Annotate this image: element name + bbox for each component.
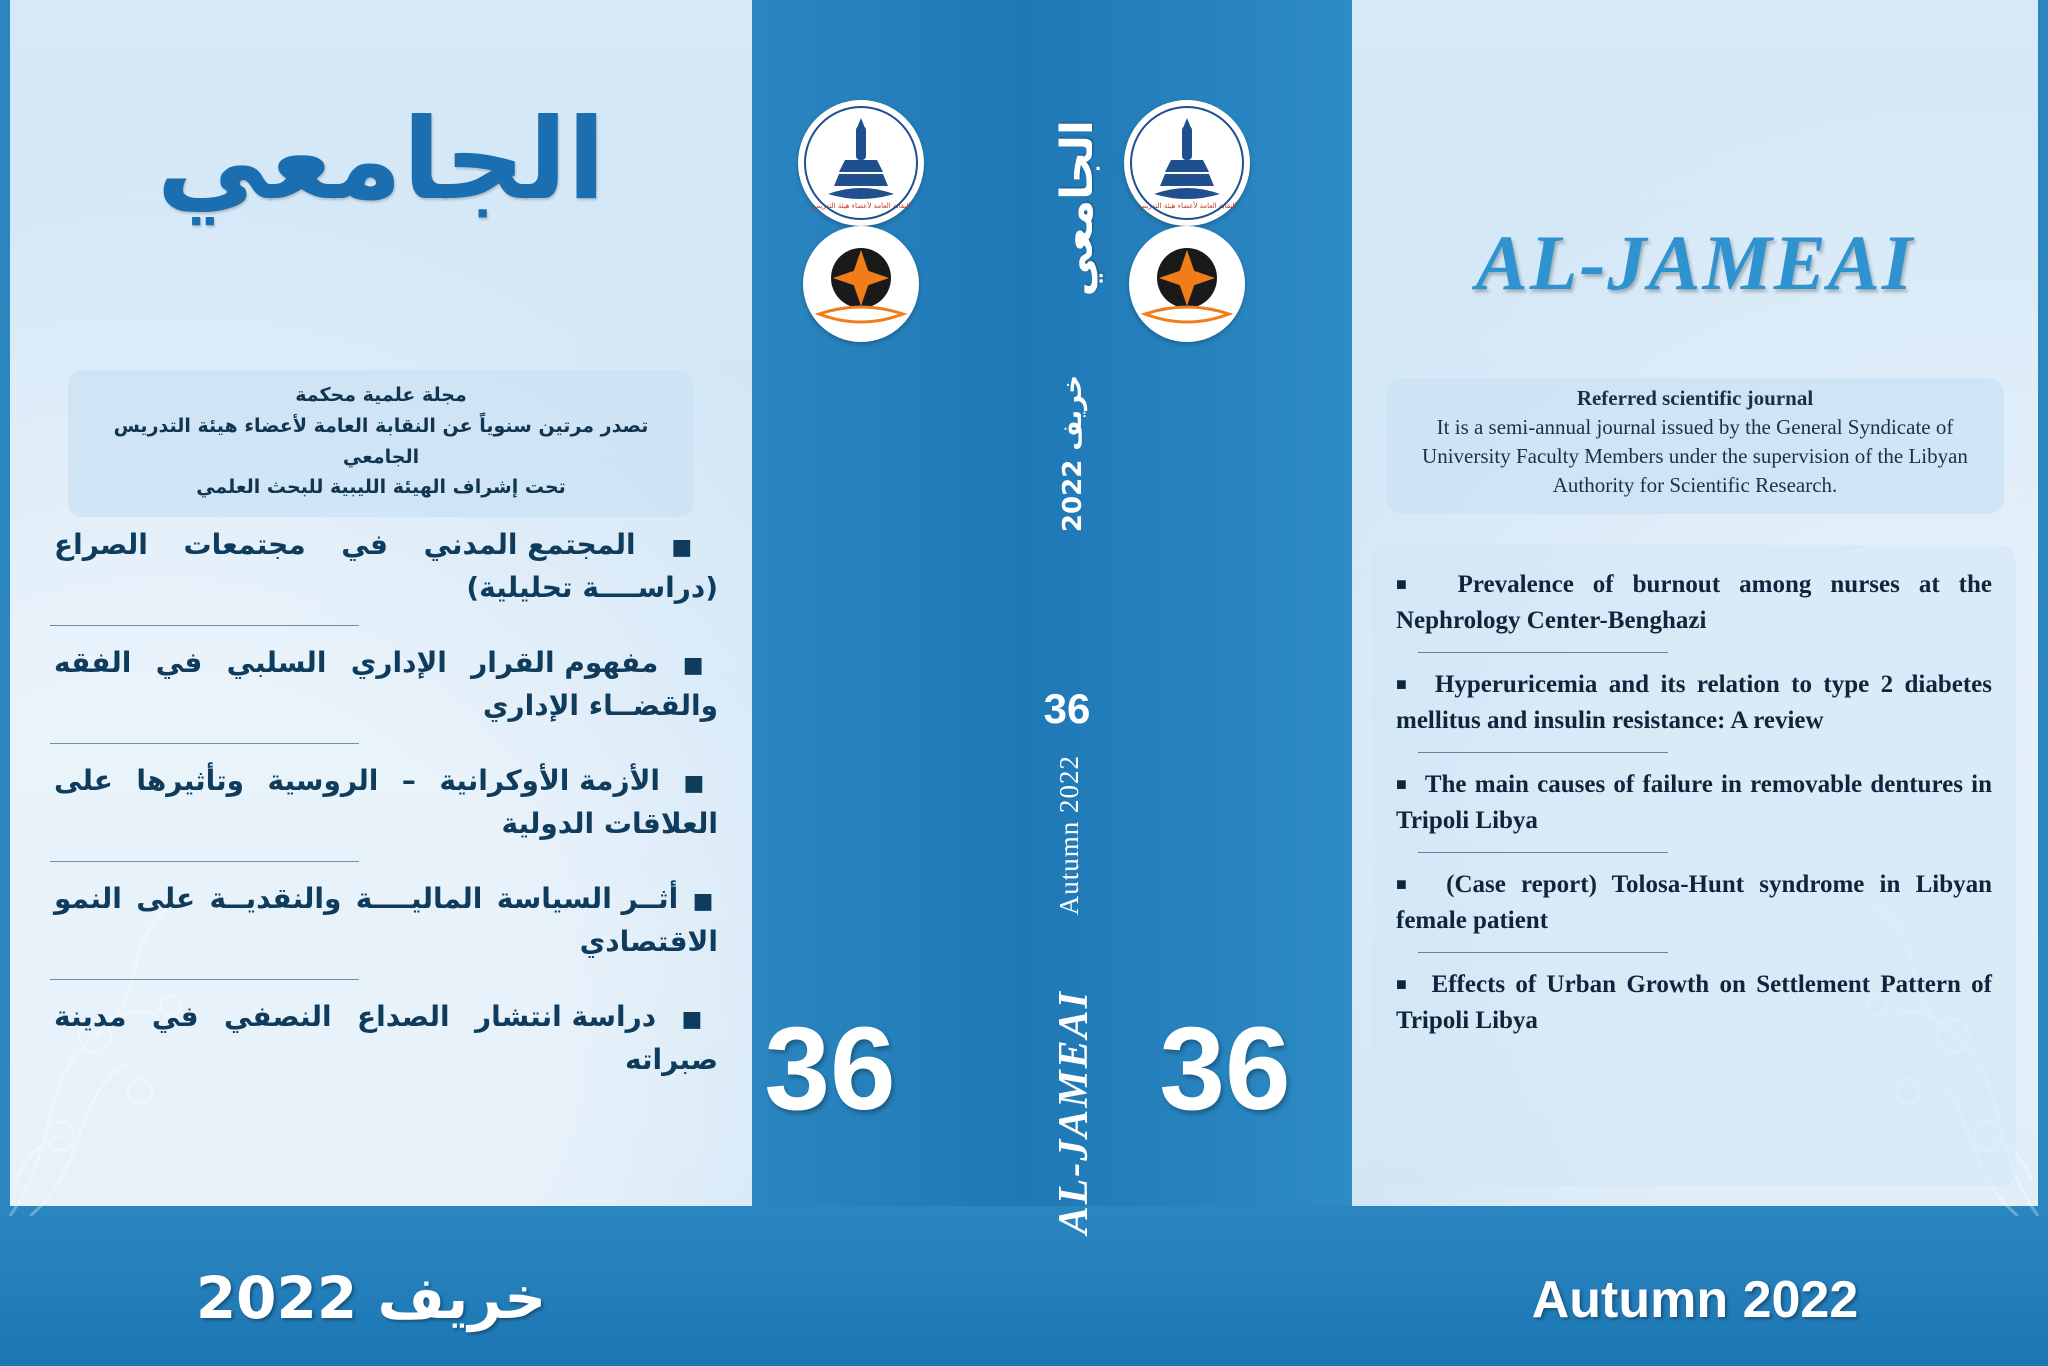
arabic-subtitle-line-3: تحت إشراف الهيئة الليبية للبحث العلمي (196, 476, 566, 499)
arabic-article-title: الأزمة الأوكرانية – الروسية وتأثيرها على العلاقات الدولية (54, 764, 718, 840)
spine (752, 0, 1352, 1366)
bullet-icon: ■ (1396, 974, 1411, 994)
english-article-title: (Case report) Tolosa-Hunt syndrome in Libyan female patient (1396, 871, 1993, 934)
divider (50, 861, 359, 862)
divider (1418, 652, 1668, 653)
spine-arabic-season: خريف 2022 (1058, 375, 1088, 533)
list-item (1396, 767, 1992, 838)
front-cover (1352, 0, 2038, 1216)
bullet-icon: ■ (1396, 574, 1420, 594)
svg-text:النقابة العامة لأعضاء هيئة الت: النقابة العامة لأعضاء هيئة التدريس (1137, 202, 1237, 210)
svg-text:النقابة العامة لأعضاء هيئة الت: النقابة العامة لأعضاء هيئة التدريس (811, 202, 911, 210)
arabic-subtitle-line-1: مجلة علمية محكمة (295, 384, 467, 406)
bullet-icon: ■ (1396, 674, 1413, 694)
authority-glyph-icon (803, 226, 919, 342)
left-edge-band (0, 0, 10, 1366)
bullet-icon: ■ (692, 889, 718, 915)
arabic-article-list (50, 520, 722, 1087)
back-cover-issue-number: 36 (764, 1003, 896, 1135)
arabic-article-title: دراسة انتشار الصداع النصفي في مدينة صبراته (54, 1000, 718, 1076)
research-authority-emblem-icon (803, 226, 919, 342)
bullet-icon: ■ (681, 1007, 718, 1033)
list-item (50, 874, 722, 969)
front-cover-issue-number: 36 (1159, 1003, 1291, 1135)
divider (50, 979, 359, 980)
bullet-icon: ■ (683, 771, 718, 797)
bullet-icon: ■ (671, 535, 718, 560)
list-item (1396, 867, 1992, 938)
list-item (1396, 967, 1992, 1038)
list-item (1396, 567, 1992, 638)
right-edge-band (2038, 0, 2048, 1366)
list-item (50, 992, 722, 1087)
english-season-label: Autumn 2022 (1531, 1271, 1859, 1329)
syndicate-tower-emblem-icon (798, 100, 924, 226)
arabic-subtitle-box (68, 370, 694, 517)
bullet-icon: ■ (1396, 874, 1416, 894)
english-article-title: Prevalence of burnout among nurses at the Nephrology Center-Benghazi (1396, 571, 1993, 634)
english-article-title: The main causes of failure in removable dentures in Tripoli Libya (1396, 771, 1992, 834)
divider (1418, 752, 1668, 753)
english-journal-title: AL-JAMEAI (1475, 219, 1915, 306)
arabic-article-title: أثــر السياسة الماليــــة والنقديــة على النمو الاقتصادي (54, 882, 718, 958)
list-item (50, 756, 722, 851)
english-article-list (1372, 545, 2016, 1186)
english-article-title: Hyperuricemia and its relation to type 2 diabetes mellitus and insulin resistance: A review (1396, 671, 1993, 734)
bullet-icon: ■ (1396, 774, 1409, 794)
list-item (50, 520, 722, 615)
bullet-icon: ■ (682, 653, 719, 679)
authority-glyph-icon (1129, 226, 1245, 342)
english-subtitle-box (1386, 378, 2004, 514)
list-item (50, 638, 722, 733)
list-item (1396, 667, 1992, 738)
referred-journal-heading: Referred scientific journal (1576, 386, 1814, 410)
arabic-subtitle-line-2: تصدر مرتين سنوياً عن النقابة العامة لأعضاء هيئة التدريس الجامعي (113, 414, 649, 468)
referred-journal-body: It is a semi-annual journal issued by the General Syndicate of University Faculty Members under the supervision of the Libyan Authority for Scientific Research. (1422, 415, 1968, 497)
divider (50, 743, 359, 744)
research-authority-emblem-icon (1129, 226, 1245, 342)
arabic-article-title: مفهوم القرار الإداري السلبي في الفقه والقضــاء الإداري (54, 646, 718, 722)
spine-issue-number: 36 (1043, 685, 1091, 732)
arabic-article-title: المجتمع المدني في مجتمعات الصراع (دراســــة تحليلية) (54, 528, 718, 604)
spine-arabic-title: الجامعي (1052, 120, 1103, 297)
divider (50, 625, 359, 626)
spine-english-title: AL-JAMEAI (1051, 990, 1097, 1235)
arabic-journal-title: الجامعي (156, 95, 606, 225)
divider (1418, 952, 1668, 953)
spine-english-season: Autumn 2022 (1054, 755, 1084, 916)
english-article-title: Effects of Urban Growth on Settlement Pattern of Tripoli Libya (1396, 971, 1992, 1034)
arabic-season-label: خريف 2022 (195, 1264, 547, 1332)
divider (1418, 852, 1668, 853)
back-cover (10, 0, 752, 1216)
syndicate-tower-emblem-icon (1124, 100, 1250, 226)
